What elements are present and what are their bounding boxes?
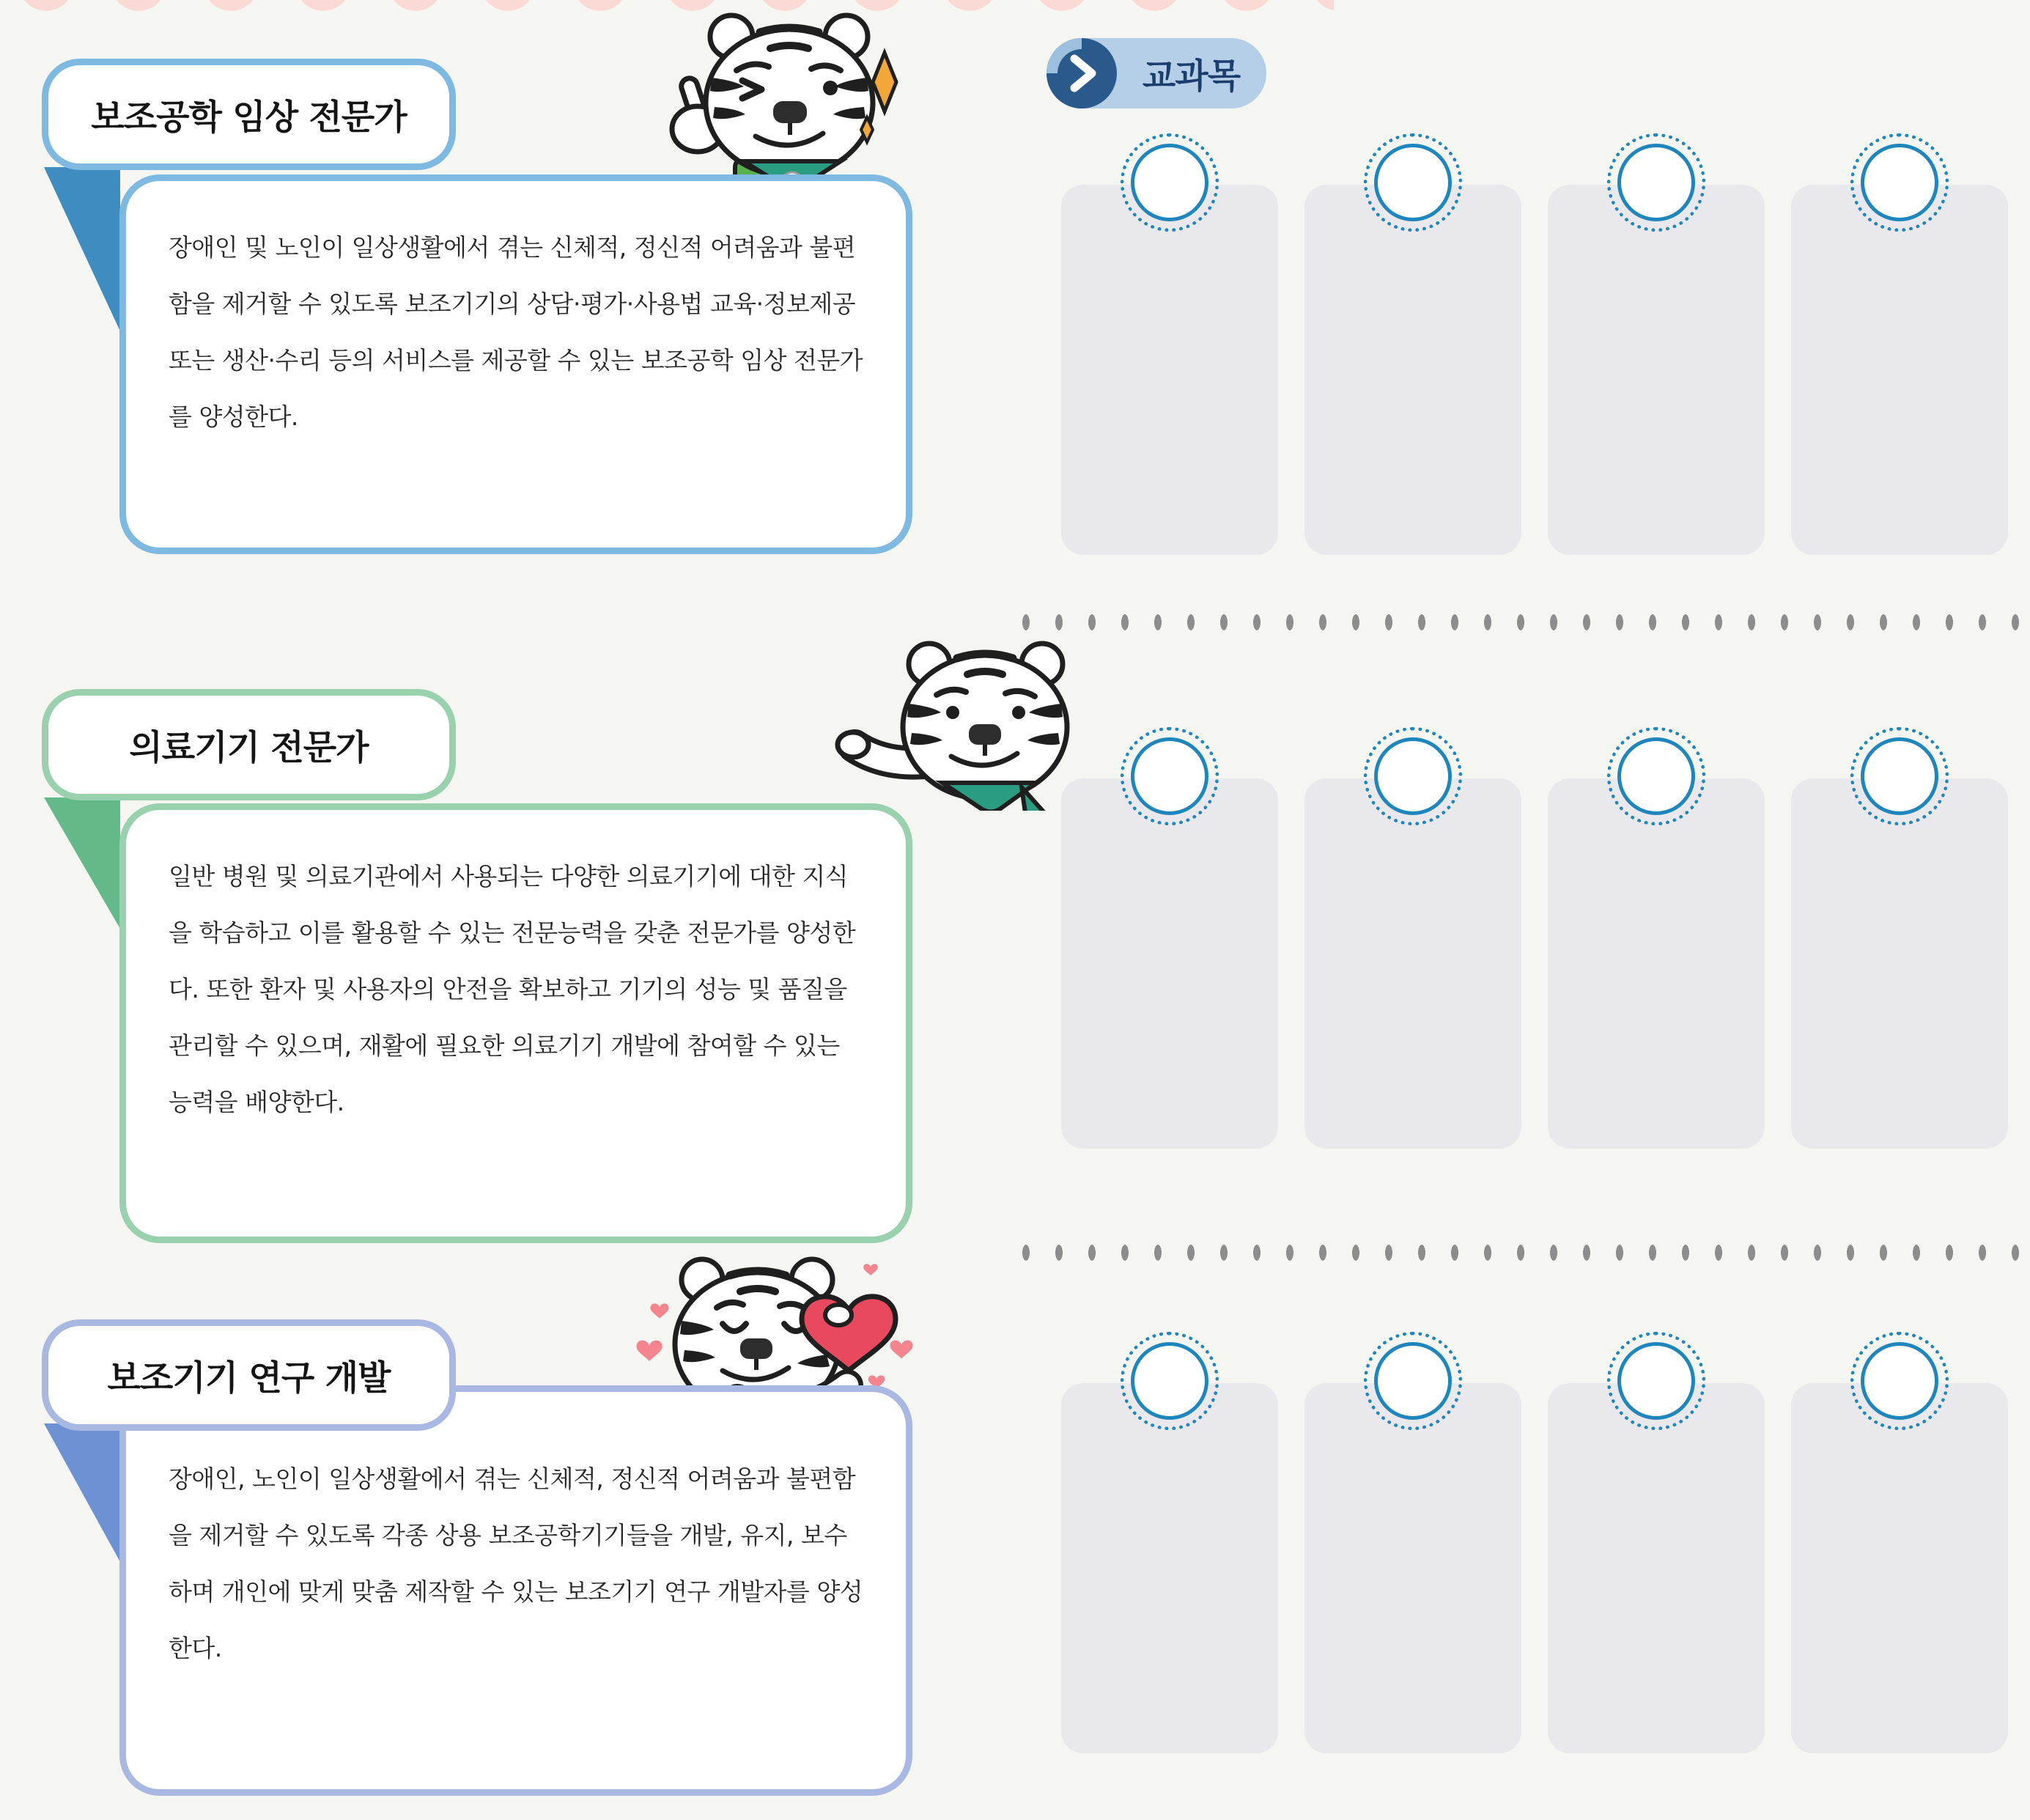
year-card <box>1061 778 1278 1149</box>
career-description-bubble <box>119 1385 912 1796</box>
speech-tail-icon <box>44 166 125 334</box>
tiger-mascot-pointing-icon <box>827 636 1094 811</box>
year-badge-inner <box>1861 1342 1938 1420</box>
year-badge <box>1364 727 1462 825</box>
year-card <box>1791 1383 2008 1753</box>
year-card <box>1791 778 2008 1149</box>
year-badge-inner <box>1617 737 1695 815</box>
year-card <box>1548 185 1765 555</box>
career-description: 일반 병원 및 의료기관에서 사용되는 다양한 의료기기에 대한 지식을 학습하고 이를 활용할 수 있는 전문능력을 갖춘 전문가를 양성한다. 또한 환자 및 사용자의 안전을 확보하고 기기의 성능 및 품질을 관리할 수 있으며, 재활에 필요한 의료기기 개발에 참여할 수 있는 능력을 배양한다. <box>169 862 856 1116</box>
year-badge-inner <box>1617 1342 1695 1420</box>
year-card <box>1304 1383 1521 1753</box>
speech-tail-icon <box>44 796 125 932</box>
year-badge-inner <box>1861 144 1938 221</box>
curriculum-row <box>1061 778 2008 1149</box>
year-card <box>1548 1383 1765 1753</box>
career-title-bubble <box>42 1319 456 1431</box>
year-badge <box>1364 133 1462 232</box>
career-description: 장애인 및 노인이 일상생활에서 겪는 신체적, 정신적 어려움과 불편함을 제거할 수 있도록 보조기기의 상담·평가·사용법 교육·정보제공 또는 생산·수리 등의 서비스를 제공할 수 있는 보조공학 임상 전문가를 양성한다. <box>169 233 863 431</box>
year-badge-inner <box>1374 1342 1452 1420</box>
career-description: 장애인, 노인이 일상생활에서 겪는 신체적, 정신적 어려움과 불편함을 제거할 수 있도록 각종 상용 보조공학기기들을 개발, 유지, 보수하며 개인에 맞게 맞춤 제작할 수 있는 보조기기 연구 개발자를 양성한다. <box>169 1465 863 1662</box>
year-badge-inner <box>1374 144 1452 221</box>
curriculum-header-pill <box>1047 38 1266 108</box>
career-title: 보조공학 임상 전문가 <box>91 97 407 138</box>
career-description-bubble <box>119 803 912 1243</box>
year-badge-inner <box>1131 1342 1208 1420</box>
year-card <box>1061 185 1278 555</box>
year-badge-inner <box>1617 144 1695 221</box>
year-badge-inner <box>1861 737 1938 815</box>
year-badge <box>1607 133 1705 232</box>
year-card <box>1061 1383 1278 1753</box>
curriculum-header-label: 교과목 <box>1142 56 1241 97</box>
curriculum-grid <box>1061 0 2008 1820</box>
year-badge-inner <box>1374 737 1452 815</box>
year-badge <box>1121 727 1219 825</box>
year-badge <box>1850 727 1949 825</box>
year-badge-inner <box>1131 737 1208 815</box>
chevron-right-icon <box>1047 38 1117 108</box>
year-card <box>1304 778 1521 1149</box>
year-badge <box>1850 133 1949 232</box>
year-badge <box>1607 727 1705 825</box>
year-badge <box>1850 1332 1949 1430</box>
year-badge <box>1121 1332 1219 1430</box>
career-description-bubble <box>119 174 912 554</box>
year-badge <box>1121 133 1219 232</box>
curriculum-row <box>1061 185 2008 555</box>
career-title: 보조기기 연구 개발 <box>107 1357 391 1399</box>
career-title-bubble <box>42 689 456 800</box>
tiger-mascot-wink-icon <box>627 6 909 189</box>
career-title-bubble <box>42 59 456 170</box>
career-title: 의료기기 전문가 <box>129 727 369 768</box>
year-badge <box>1607 1332 1705 1430</box>
year-badge-inner <box>1131 144 1208 221</box>
year-card <box>1304 185 1521 555</box>
year-card <box>1791 185 2008 555</box>
speech-tail-icon <box>44 1422 125 1565</box>
year-card <box>1548 778 1765 1149</box>
year-badge <box>1364 1332 1462 1430</box>
curriculum-row <box>1061 1383 2008 1753</box>
